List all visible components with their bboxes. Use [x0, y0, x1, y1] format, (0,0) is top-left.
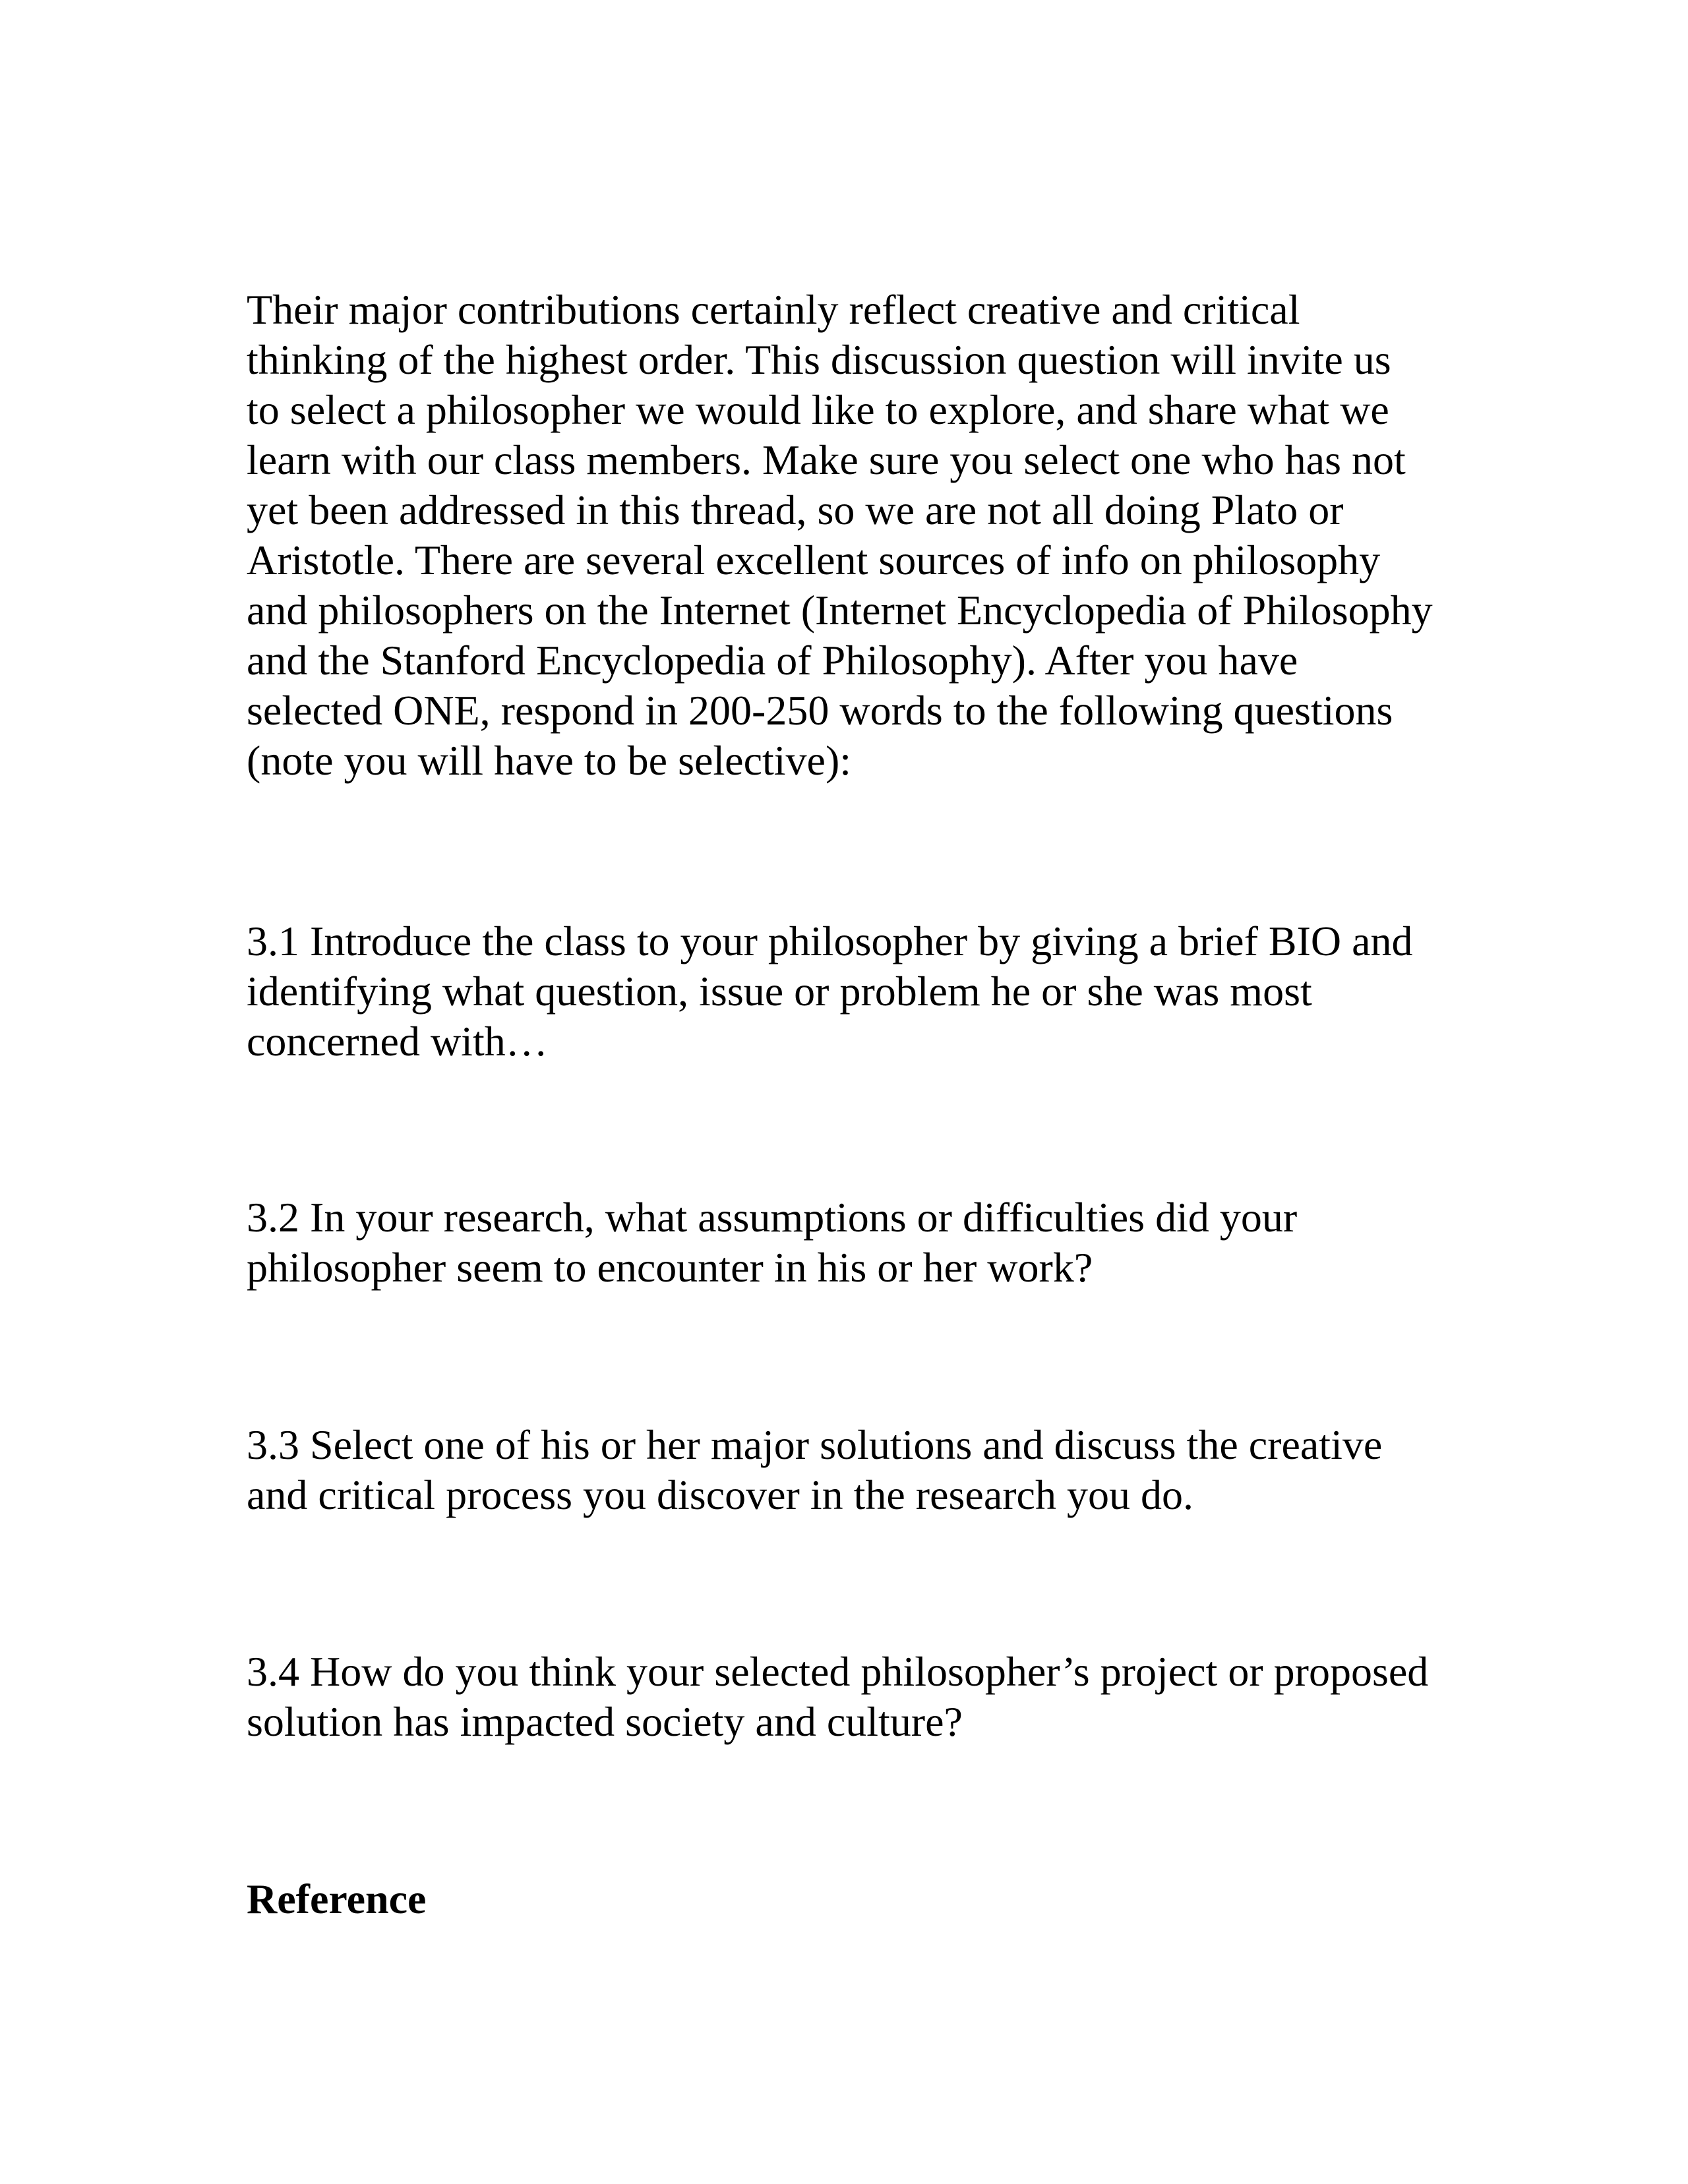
intro-line: and philosophers on the Internet (Internet Encyclopedia of Philosophy	[247, 587, 1433, 634]
question-3-2	[247, 1193, 1499, 1293]
question-3-4	[247, 1647, 1499, 1747]
intro-paragraph	[247, 285, 1499, 786]
intro-line: learn with our class members. Make sure you select one who has not	[247, 436, 1406, 483]
intro-line: selected ONE, respond in 200-250 words to the following questions	[247, 687, 1393, 734]
intro-line: yet been addressed in this thread, so we are not all doing Plato or	[247, 487, 1344, 533]
reference-heading: Reference	[247, 1875, 427, 1922]
intro-line: thinking of the highest order. This discussion question will invite us	[247, 336, 1391, 383]
question-line: and critical process you discover in the research you do.	[247, 1471, 1193, 1518]
question-3-1	[247, 916, 1499, 1067]
question-line: concerned with…	[247, 1018, 548, 1065]
intro-line: and the Stanford Encyclopedia of Philosophy). After you have	[247, 637, 1298, 684]
intro-line: to select a philosopher we would like to explore, and share what we	[247, 386, 1389, 433]
intro-line: Their major contributions certainly reflect creative and critical	[247, 286, 1300, 333]
question-line: 3.2 In your research, what assumptions or difficulties did your	[247, 1194, 1298, 1241]
question-line: identifying what question, issue or problem he or she was most	[247, 968, 1312, 1015]
question-line: 3.4 How do you think your selected philosopher’s project or proposed	[247, 1648, 1429, 1695]
question-line: philosopher seem to encounter in his or her work?	[247, 1244, 1093, 1291]
intro-line: (note you will have to be selective):	[247, 737, 852, 784]
question-3-3	[247, 1420, 1499, 1520]
question-line: 3.1 Introduce the class to your philosopher by giving a brief BIO and	[247, 918, 1413, 964]
question-line: solution has impacted society and culture?	[247, 1698, 963, 1745]
question-line: 3.3 Select one of his or her major solutions and discuss the creative	[247, 1421, 1383, 1468]
intro-line: Aristotle. There are several excellent sources of info on philosophy	[247, 537, 1381, 583]
